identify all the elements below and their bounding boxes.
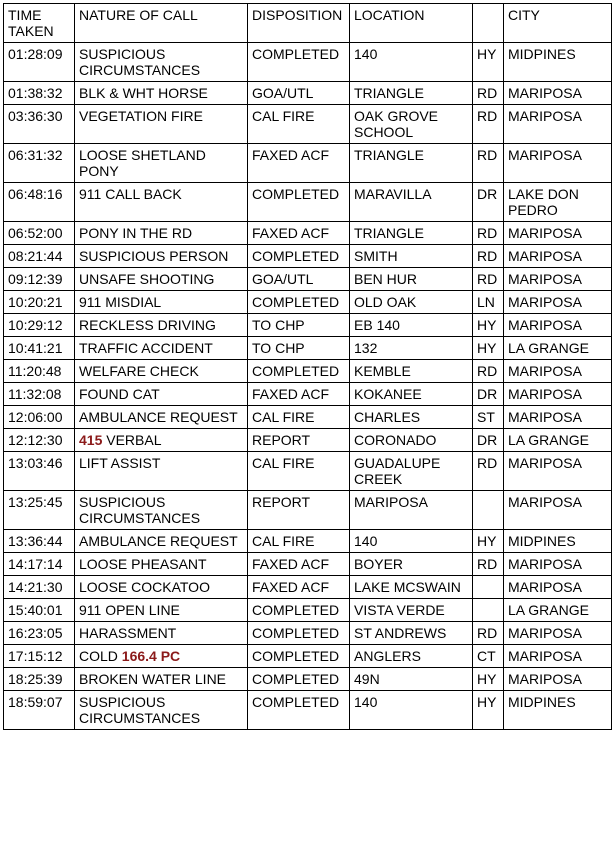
- cell-location: GUADALUPE CREEK: [350, 452, 473, 491]
- cell-disposition: REPORT: [248, 429, 350, 452]
- cell-street-suffix: ST: [473, 406, 504, 429]
- header-street-suffix: [473, 4, 504, 43]
- cell-nature-of-call: [75, 183, 248, 222]
- cell-city: MARIPOSA: [504, 668, 612, 691]
- cell-nature-of-call: [75, 245, 248, 268]
- table-row: [4, 383, 612, 406]
- cell-disposition: FAXED ACF: [248, 222, 350, 245]
- cell-disposition: FAXED ACF: [248, 144, 350, 183]
- cell-city: MARIPOSA: [504, 576, 612, 599]
- cell-street-suffix: HY: [473, 691, 504, 730]
- cell-nature-of-call: [75, 429, 248, 452]
- cell-location: MARAVILLA: [350, 183, 473, 222]
- cell-location: 132: [350, 337, 473, 360]
- cell-city: LA GRANGE: [504, 599, 612, 622]
- cell-nature-of-call: [75, 576, 248, 599]
- table-row: [4, 452, 612, 491]
- cell-time-taken: 13:36:44: [4, 530, 75, 553]
- cell-nature-of-call: [75, 337, 248, 360]
- cell-disposition: COMPLETED: [248, 668, 350, 691]
- cell-disposition: TO CHP: [248, 337, 350, 360]
- cell-nature-of-call: [75, 406, 248, 429]
- cell-location: LAKE MCSWAIN: [350, 576, 473, 599]
- cell-time-taken: 18:59:07: [4, 691, 75, 730]
- nature-text: 911 OPEN LINE: [79, 602, 180, 618]
- cell-nature-of-call: [75, 82, 248, 105]
- cell-nature-of-call: [75, 622, 248, 645]
- cell-street-suffix: HY: [473, 314, 504, 337]
- cell-street-suffix: HY: [473, 530, 504, 553]
- cell-time-taken: 13:25:45: [4, 491, 75, 530]
- cell-time-taken: 14:17:14: [4, 553, 75, 576]
- nature-text: LOOSE COCKATOO: [79, 579, 210, 595]
- cell-location: BOYER: [350, 553, 473, 576]
- cell-city: MARIPOSA: [504, 491, 612, 530]
- table-row: [4, 491, 612, 530]
- cell-location: MARIPOSA: [350, 491, 473, 530]
- header-location: LOCATION: [350, 4, 473, 43]
- nature-text: SUSPICIOUS CIRCUMSTANCES: [79, 494, 201, 526]
- cell-nature-of-call: [75, 668, 248, 691]
- cell-street-suffix: [473, 491, 504, 530]
- cell-disposition: COMPLETED: [248, 599, 350, 622]
- cell-street-suffix: RD: [473, 553, 504, 576]
- cell-location: 49N: [350, 668, 473, 691]
- cell-time-taken: 06:48:16: [4, 183, 75, 222]
- nature-text: SUSPICIOUS CIRCUMSTANCES: [79, 694, 201, 726]
- cell-nature-of-call: [75, 314, 248, 337]
- cell-time-taken: 08:21:44: [4, 245, 75, 268]
- cell-street-suffix: [473, 599, 504, 622]
- cell-city: MIDPINES: [504, 691, 612, 730]
- cell-location: 140: [350, 691, 473, 730]
- cell-time-taken: 06:31:32: [4, 144, 75, 183]
- cell-disposition: COMPLETED: [248, 43, 350, 82]
- cell-street-suffix: RD: [473, 268, 504, 291]
- nature-text: SUSPICIOUS PERSON: [79, 248, 229, 264]
- nature-text: VERBAL: [106, 432, 162, 448]
- cell-city: MARIPOSA: [504, 144, 612, 183]
- cell-nature-of-call: [75, 268, 248, 291]
- cell-street-suffix: RD: [473, 222, 504, 245]
- cell-location: TRIANGLE: [350, 144, 473, 183]
- table-row: [4, 183, 612, 222]
- nature-text: SUSPICIOUS CIRCUMSTANCES: [79, 46, 201, 78]
- nature-text: AMBULANCE REQUEST: [79, 533, 238, 549]
- table-row: [4, 429, 612, 452]
- cell-location: TRIANGLE: [350, 82, 473, 105]
- penal-code: 166.4 PC: [121, 648, 181, 664]
- cell-time-taken: 11:32:08: [4, 383, 75, 406]
- table-row: [4, 599, 612, 622]
- nature-text: HARASSMENT: [79, 625, 177, 641]
- cell-time-taken: 12:12:30: [4, 429, 75, 452]
- cell-location: 140: [350, 530, 473, 553]
- cell-nature-of-call: [75, 645, 248, 668]
- cell-street-suffix: DR: [473, 383, 504, 406]
- cell-street-suffix: [473, 576, 504, 599]
- cell-time-taken: 14:21:30: [4, 576, 75, 599]
- nature-text: VEGETATION FIRE: [79, 108, 203, 124]
- cell-disposition: CAL FIRE: [248, 530, 350, 553]
- nature-text: TRAFFIC ACCIDENT: [79, 340, 213, 356]
- cell-nature-of-call: [75, 691, 248, 730]
- cell-location: ANGLERS: [350, 645, 473, 668]
- cell-city: MARIPOSA: [504, 268, 612, 291]
- nature-text: AMBULANCE REQUEST: [79, 409, 238, 425]
- cell-time-taken: 06:52:00: [4, 222, 75, 245]
- cell-time-taken: 10:41:21: [4, 337, 75, 360]
- cell-street-suffix: HY: [473, 43, 504, 82]
- header-row: [4, 4, 612, 43]
- cell-location: OAK GROVE SCHOOL: [350, 105, 473, 144]
- cell-time-taken: 09:12:39: [4, 268, 75, 291]
- table-row: [4, 691, 612, 730]
- cell-city: MARIPOSA: [504, 645, 612, 668]
- cell-time-taken: 15:40:01: [4, 599, 75, 622]
- cell-street-suffix: DR: [473, 183, 504, 222]
- cell-location: 140: [350, 43, 473, 82]
- cell-disposition: COMPLETED: [248, 360, 350, 383]
- nature-text: LOOSE SHETLAND PONY: [79, 147, 206, 179]
- call-log-body: [4, 43, 612, 730]
- cell-disposition: FAXED ACF: [248, 553, 350, 576]
- cell-nature-of-call: [75, 452, 248, 491]
- cell-city: MIDPINES: [504, 43, 612, 82]
- cell-location: VISTA VERDE: [350, 599, 473, 622]
- cell-disposition: COMPLETED: [248, 622, 350, 645]
- cell-time-taken: 11:20:48: [4, 360, 75, 383]
- cell-city: MARIPOSA: [504, 245, 612, 268]
- cell-disposition: REPORT: [248, 491, 350, 530]
- table-row: [4, 622, 612, 645]
- table-row: [4, 337, 612, 360]
- cell-disposition: CAL FIRE: [248, 452, 350, 491]
- cell-nature-of-call: [75, 599, 248, 622]
- nature-text: 911 MISDIAL: [79, 294, 162, 310]
- cell-city: LA GRANGE: [504, 337, 612, 360]
- cell-nature-of-call: [75, 43, 248, 82]
- cell-time-taken: 01:38:32: [4, 82, 75, 105]
- cell-location: KEMBLE: [350, 360, 473, 383]
- cell-disposition: GOA/UTL: [248, 268, 350, 291]
- cell-time-taken: 18:25:39: [4, 668, 75, 691]
- table-row: [4, 553, 612, 576]
- header-nature-of-call: NATURE OF CALL: [75, 4, 248, 43]
- nature-text: FOUND CAT: [79, 386, 160, 402]
- cell-disposition: COMPLETED: [248, 291, 350, 314]
- cell-city: MARIPOSA: [504, 82, 612, 105]
- nature-text: 911 CALL BACK: [79, 186, 182, 202]
- cell-street-suffix: RD: [473, 105, 504, 144]
- nature-text: LOOSE PHEASANT: [79, 556, 207, 572]
- cell-city: MARIPOSA: [504, 622, 612, 645]
- cell-city: MARIPOSA: [504, 291, 612, 314]
- table-row: [4, 105, 612, 144]
- cell-street-suffix: RD: [473, 622, 504, 645]
- cell-street-suffix: RD: [473, 82, 504, 105]
- nature-text: PONY IN THE RD: [79, 225, 193, 241]
- cell-time-taken: 03:36:30: [4, 105, 75, 144]
- header-city: CITY: [504, 4, 612, 43]
- table-row: [4, 43, 612, 82]
- cell-street-suffix: RD: [473, 452, 504, 491]
- cell-city: MIDPINES: [504, 530, 612, 553]
- cell-time-taken: 13:03:46: [4, 452, 75, 491]
- nature-text: UNSAFE SHOOTING: [79, 271, 215, 287]
- cell-disposition: COMPLETED: [248, 645, 350, 668]
- cell-time-taken: 10:20:21: [4, 291, 75, 314]
- table-row: [4, 576, 612, 599]
- cell-city: MARIPOSA: [504, 105, 612, 144]
- table-row: [4, 82, 612, 105]
- cell-city: MARIPOSA: [504, 222, 612, 245]
- cell-time-taken: 12:06:00: [4, 406, 75, 429]
- cell-nature-of-call: [75, 530, 248, 553]
- nature-text: BLK & WHT HORSE: [79, 85, 208, 101]
- cell-city: MARIPOSA: [504, 314, 612, 337]
- cell-city: MARIPOSA: [504, 383, 612, 406]
- cell-disposition: COMPLETED: [248, 245, 350, 268]
- cell-disposition: GOA/UTL: [248, 82, 350, 105]
- cell-street-suffix: RD: [473, 360, 504, 383]
- cell-disposition: COMPLETED: [248, 183, 350, 222]
- table-row: [4, 360, 612, 383]
- cell-city: MARIPOSA: [504, 406, 612, 429]
- cell-location: ST ANDREWS: [350, 622, 473, 645]
- cell-nature-of-call: [75, 553, 248, 576]
- cell-time-taken: 17:15:12: [4, 645, 75, 668]
- cell-location: BEN HUR: [350, 268, 473, 291]
- cell-street-suffix: RD: [473, 144, 504, 183]
- cell-location: TRIANGLE: [350, 222, 473, 245]
- cell-nature-of-call: [75, 291, 248, 314]
- cell-street-suffix: CT: [473, 645, 504, 668]
- cell-street-suffix: RD: [473, 245, 504, 268]
- cell-street-suffix: DR: [473, 429, 504, 452]
- cell-location: KOKANEE: [350, 383, 473, 406]
- cell-time-taken: 16:23:05: [4, 622, 75, 645]
- cell-nature-of-call: [75, 491, 248, 530]
- call-log-table: [3, 3, 612, 730]
- cell-time-taken: 10:29:12: [4, 314, 75, 337]
- cell-disposition: COMPLETED: [248, 691, 350, 730]
- cell-city: MARIPOSA: [504, 452, 612, 491]
- cell-city: MARIPOSA: [504, 553, 612, 576]
- cell-disposition: TO CHP: [248, 314, 350, 337]
- penal-code: 415: [79, 432, 103, 448]
- table-row: [4, 222, 612, 245]
- table-row: [4, 406, 612, 429]
- cell-nature-of-call: [75, 383, 248, 406]
- cell-disposition: CAL FIRE: [248, 105, 350, 144]
- cell-disposition: FAXED ACF: [248, 576, 350, 599]
- cell-location: SMITH: [350, 245, 473, 268]
- cell-nature-of-call: [75, 105, 248, 144]
- cell-city: LAKE DON PEDRO: [504, 183, 612, 222]
- cell-street-suffix: HY: [473, 337, 504, 360]
- table-row: [4, 314, 612, 337]
- cell-nature-of-call: [75, 144, 248, 183]
- nature-text: WELFARE CHECK: [79, 363, 199, 379]
- cell-city: MARIPOSA: [504, 360, 612, 383]
- cell-street-suffix: LN: [473, 291, 504, 314]
- nature-text: LIFT ASSIST: [79, 455, 161, 471]
- table-row: [4, 530, 612, 553]
- cell-disposition: FAXED ACF: [248, 383, 350, 406]
- cell-location: CORONADO: [350, 429, 473, 452]
- header-time-taken: TIME TAKEN: [4, 4, 75, 43]
- cell-location: OLD OAK: [350, 291, 473, 314]
- call-log: [3, 3, 612, 730]
- nature-text: COLD: [79, 648, 118, 664]
- cell-location: EB 140: [350, 314, 473, 337]
- cell-street-suffix: HY: [473, 668, 504, 691]
- cell-nature-of-call: [75, 360, 248, 383]
- cell-disposition: CAL FIRE: [248, 406, 350, 429]
- cell-time-taken: 01:28:09: [4, 43, 75, 82]
- table-row: [4, 291, 612, 314]
- table-row: [4, 268, 612, 291]
- table-row: [4, 144, 612, 183]
- table-row: [4, 645, 612, 668]
- table-row: [4, 668, 612, 691]
- table-row: [4, 245, 612, 268]
- cell-city: LA GRANGE: [504, 429, 612, 452]
- header-disposition: DISPOSITION: [248, 4, 350, 43]
- cell-nature-of-call: [75, 222, 248, 245]
- cell-location: CHARLES: [350, 406, 473, 429]
- nature-text: BROKEN WATER LINE: [79, 671, 227, 687]
- nature-text: RECKLESS DRIVING: [79, 317, 216, 333]
